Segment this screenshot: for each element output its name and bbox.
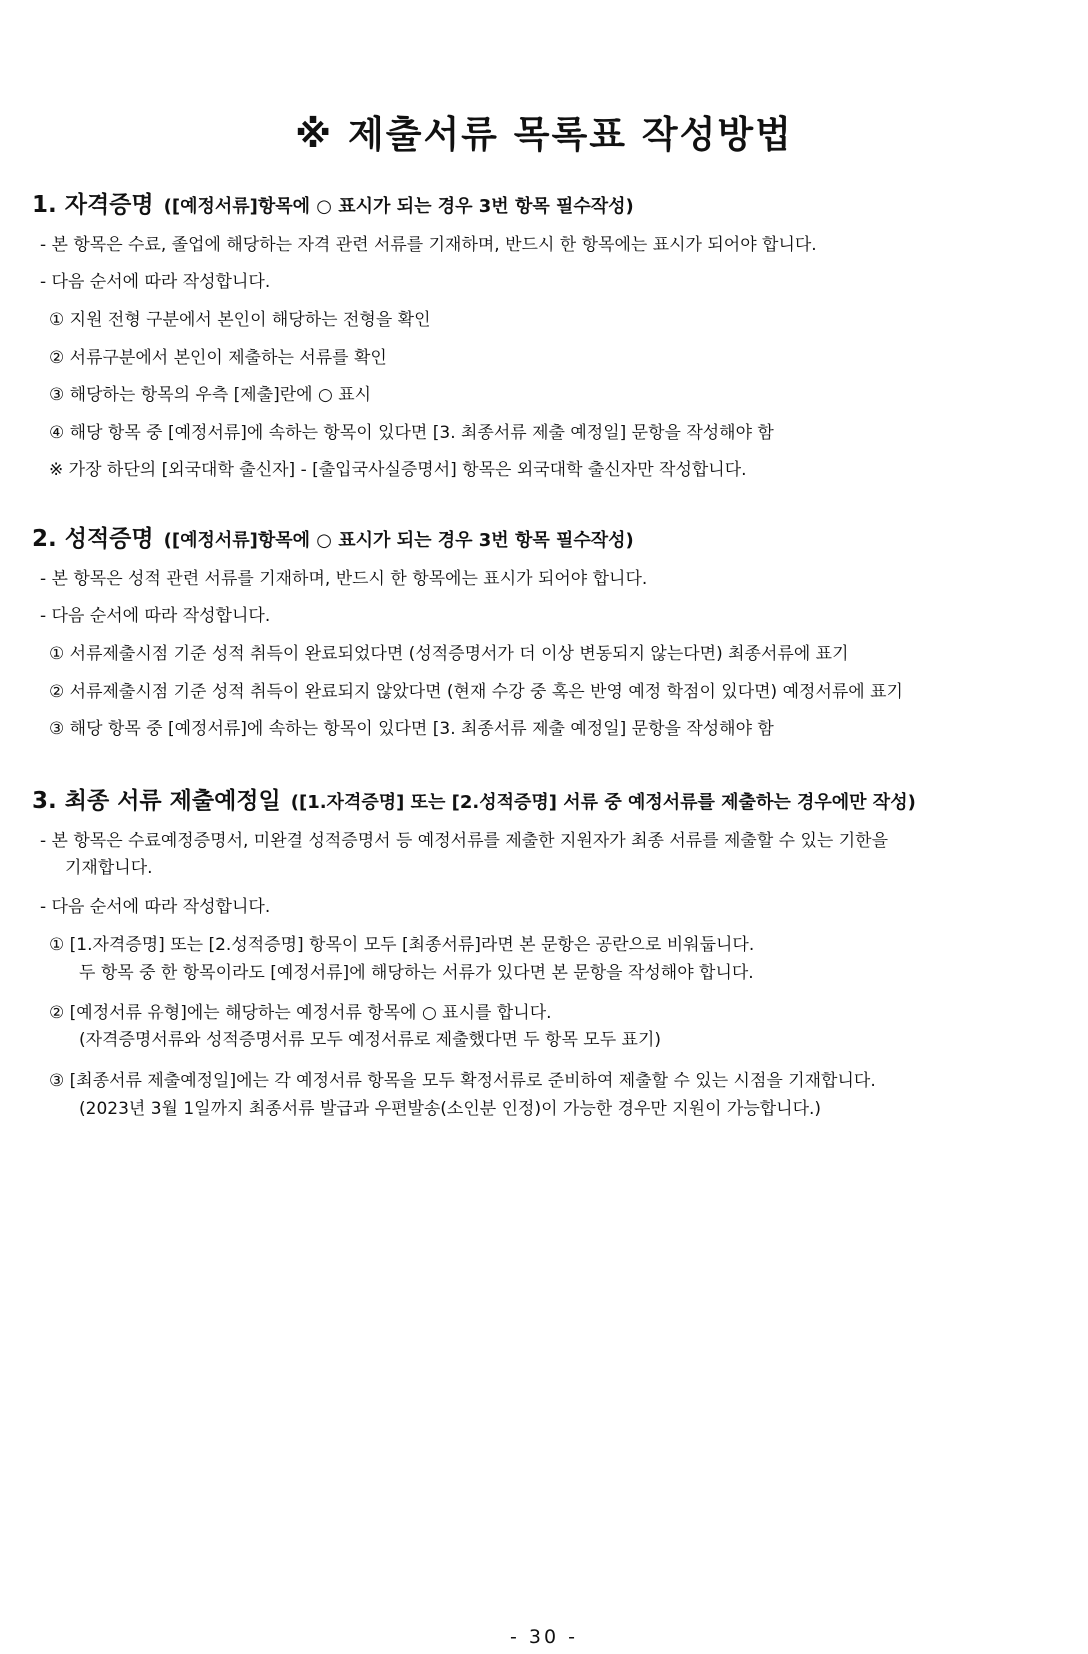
section-heading bbox=[32, 188, 1072, 224]
list-item-continuation: (2023년 3월 1일까지 최종서류 발급과 우편발송(소인분 인정)이 가능한 경우만 지원이 가능합니다.) bbox=[79, 1099, 822, 1119]
list-item: ① [1.자격증명] 또는 [2.성적증명] 항목이 모두 [최종서류]라면 본 문항은 공란으로 비워둡니다. bbox=[49, 935, 755, 955]
list-item-continuation: 두 항목 중 한 항목이라도 [예정서류]에 해당하는 서류가 있다면 본 문항을 작성해야 합니다. bbox=[79, 963, 754, 983]
section-title: 3. 최종 서류 제출예정일 bbox=[32, 788, 281, 814]
page-number: - 30 - bbox=[510, 1626, 578, 1648]
page-title: ※ 제출서류 목록표 작성방법 bbox=[295, 113, 793, 156]
list-item: - 본 항목은 성적 관련 서류를 기재하며, 반드시 한 항목에는 표시가 되어야 합니다. bbox=[40, 569, 648, 589]
list-item: - 본 항목은 수료예정증명서, 미완결 성적증명서 등 예정서류를 제출한 지원자가 최종 서류를 제출할 수 있는 기한을 bbox=[40, 831, 889, 851]
list-item: ② [예정서류 유형]에는 해당하는 예정서류 항목에 ○ 표시를 합니다. bbox=[49, 1003, 552, 1023]
note-item: ※ 가장 하단의 [외국대학 출신자] - [출입국사실증명서] 항목은 외국대학 출신자만 작성합니다. bbox=[49, 460, 747, 480]
section-subtitle: ([예정서류]항목에 ○ 표시가 되는 경우 3번 항목 필수작성) bbox=[163, 196, 634, 217]
list-item-continuation: 기재합니다. bbox=[65, 858, 153, 878]
section-final-submission-date bbox=[32, 784, 1072, 1154]
section-subtitle: ([1.자격증명] 또는 [2.성적증명] 서류 중 예정서류를 제출하는 경우에만 작성) bbox=[290, 792, 916, 813]
list-item-continuation: (자격증명서류와 성적증명서류 모두 예정서류로 제출했다면 두 항목 모두 표기) bbox=[79, 1030, 661, 1050]
list-item: ③ [최종서류 제출예정일]에는 각 예정서류 항목을 모두 확정서류로 준비하여 제출할 수 있는 시점을 기재합니다. bbox=[49, 1071, 876, 1091]
section-title: 1. 자격증명 bbox=[32, 192, 154, 218]
section-qualification bbox=[32, 188, 1072, 488]
section-heading bbox=[32, 522, 1072, 558]
list-item: ③ 해당하는 항목의 우측 [제출]란에 ○ 표시 bbox=[49, 385, 372, 405]
list-item: ① 서류제출시점 기준 성적 취득이 완료되었다면 (성적증명서가 더 이상 변동되지 않는다면) 최종서류에 표기 bbox=[49, 644, 849, 664]
section-subtitle: ([예정서류]항목에 ○ 표시가 되는 경우 3번 항목 필수작성) bbox=[163, 530, 634, 551]
list-item: ② 서류구분에서 본인이 제출하는 서류를 확인 bbox=[49, 348, 387, 368]
list-item: - 다음 순서에 따라 작성합니다. bbox=[40, 606, 271, 626]
list-item: ② 서류제출시점 기준 성적 취득이 완료되지 않았다면 (현재 수강 중 혹은 반영 예정 학점이 있다면) 예정서류에 표기 bbox=[49, 682, 903, 702]
list-item: ③ 해당 항목 중 [예정서류]에 속하는 항목이 있다면 [3. 최종서류 제출 예정일] 문항을 작성해야 함 bbox=[49, 719, 774, 739]
list-item: ① 지원 전형 구분에서 본인이 해당하는 전형을 확인 bbox=[49, 310, 431, 330]
section-heading bbox=[32, 784, 1072, 820]
section-title: 2. 성적증명 bbox=[32, 526, 154, 552]
section-transcript bbox=[32, 522, 1072, 752]
list-item: - 다음 순서에 따라 작성합니다. bbox=[40, 272, 271, 292]
list-item: - 다음 순서에 따라 작성합니다. bbox=[40, 897, 271, 917]
list-item: - 본 항목은 수료, 졸업에 해당하는 자격 관련 서류를 기재하며, 반드시 한 항목에는 표시가 되어야 합니다. bbox=[40, 235, 817, 255]
list-item: ④ 해당 항목 중 [예정서류]에 속하는 항목이 있다면 [3. 최종서류 제출 예정일] 문항을 작성해야 함 bbox=[49, 423, 774, 443]
